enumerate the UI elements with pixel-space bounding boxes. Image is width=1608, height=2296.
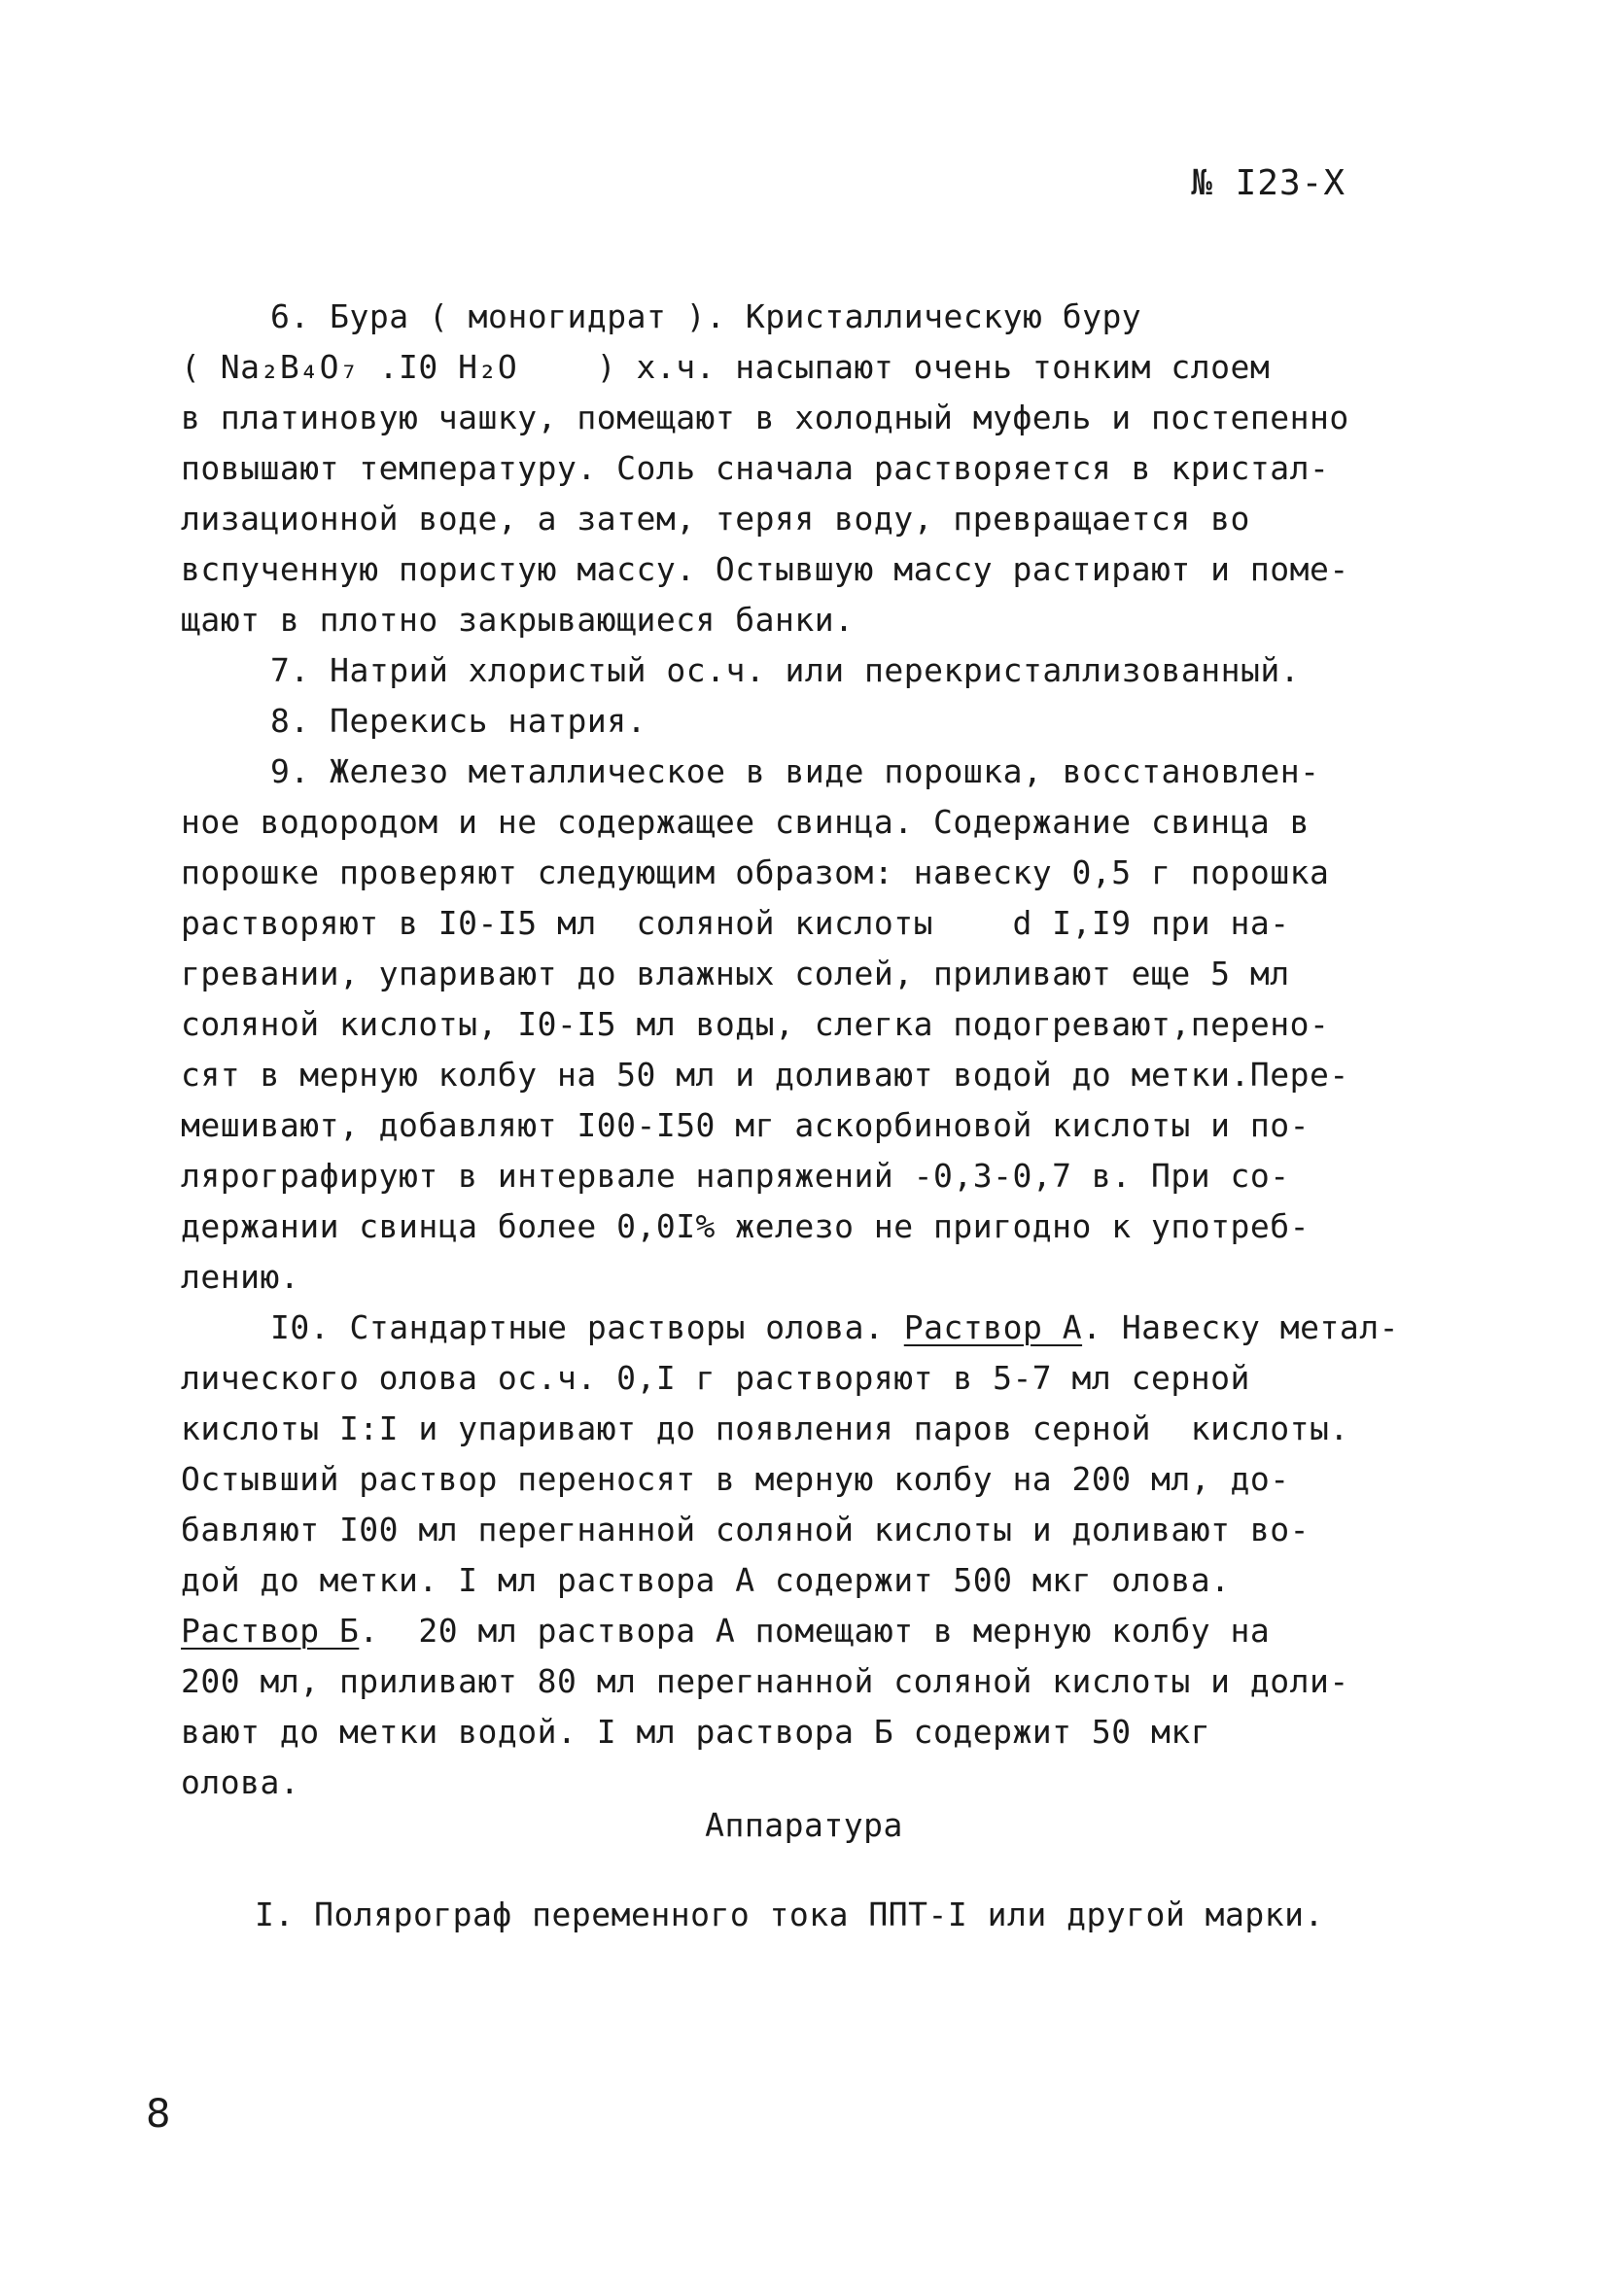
page-number: 8 [146, 2092, 171, 2137]
paragraph-6-formula-line [181, 342, 1435, 393]
paragraph-10-line: Остывший раствор переносят в мерную колбу на 200 мл, до- [181, 1460, 1290, 1498]
paragraph-6-line: лизационной воде, а затем, теряя воду, превращается во [181, 500, 1250, 538]
solution-a-label: Раствор А [903, 1308, 1083, 1346]
paragraph-6-line: вспученную пористую массу. Остывшую массу растирают и поме- [181, 550, 1349, 588]
paragraph-10-text: . Навеску метал- [1082, 1308, 1399, 1346]
solution-b-label: Раствор Б [181, 1612, 360, 1650]
paragraph-6-line: в платиновую чашку, помещают в холодный муфель и постепенно [181, 399, 1349, 436]
paragraph-9-line: лению. [181, 1258, 300, 1296]
paragraph-8: 8. Перекись натрия. [270, 702, 647, 740]
paragraph-10-line: лического олова ос.ч. 0,I г растворяют в 5-7 мл серной [181, 1359, 1250, 1397]
paragraph-9-line: лярографируют в интервале напряжений -0,3-0,7 в. При со- [181, 1157, 1290, 1195]
paragraph-10-line: дой до метки. I мл раствора А содержит 500 мкг олова. [181, 1561, 1231, 1599]
section-title: Аппаратура [705, 1806, 903, 1844]
paragraph-9-line: сят в мерную колбу на 50 мл и доливают водой до метки.Пере- [181, 1056, 1349, 1094]
paragraph-10-line: олова. [181, 1763, 300, 1801]
paragraph-9-line: соляной кислоты, I0-I5 мл воды, слегка подогревают,перено- [181, 1005, 1330, 1043]
paragraph-9-line: порошке проверяют следующим образом: навеску 0,5 г порошка [181, 853, 1330, 891]
paragraph-9-line: мешивают, добавляют I00-I50 мг аскорбиновой кислоты и по- [181, 1106, 1310, 1144]
paragraph-9-line: 9. Железо металлическое в виде порошка, восстановлен- [270, 752, 1320, 790]
paragraph-9-line: растворяют в I0-I5 мл соляной кислоты d I,I9 при на- [181, 904, 1290, 942]
paragraph-6-text: х.ч. насыпают очень тонким слоем [616, 348, 1271, 386]
paragraph-10-line [181, 1606, 1435, 1656]
chemical-formula: ( Na₂B₄O₇ .I0 H₂O ) [181, 348, 617, 386]
paragraph-9-line: ное водородом и не содержащее свинца. Содержание свинца в [181, 803, 1310, 841]
paragraph-9-line: держании свинца более 0,0I% железо не пригодно к употреб- [181, 1207, 1310, 1245]
body-text [181, 292, 1435, 1808]
paragraph-6-line: повышают температуру. Соль сначала растворяется в кристал- [181, 449, 1330, 487]
paragraph-10-line [181, 1303, 1435, 1353]
paragraph-10-line: вают до метки водой. I мл раствора Б содержит 50 мкг [181, 1713, 1211, 1751]
paragraph-10-line: бавляют I00 мл перегнанной соляной кислоты и доливают во- [181, 1511, 1310, 1548]
paragraph-6-line: щают в плотно закрывающиеся банки. [181, 601, 855, 639]
paragraph-10-text: I0. Стандартные растворы олова. [270, 1308, 904, 1346]
paragraph-7: 7. Натрий хлористый ос.ч. или перекристаллизованный. [270, 651, 1301, 689]
paragraph-6-line: 6. Бура ( моногидрат ). Кристаллическую буру [270, 297, 1142, 335]
document-number: № I23-X [1191, 163, 1346, 203]
paragraph-10-text: . 20 мл раствора А помещают в мерную колбу на [359, 1612, 1271, 1650]
paragraph-10-line: кислоты I:I и упаривают до появления паров серной кислоты. [181, 1409, 1349, 1447]
apparatus-item: I. Полярограф переменного тока ППТ-I или другой марки. [255, 1896, 1324, 1933]
paragraph-9-line: гревании, упаривают до влажных солей, приливают еще 5 мл [181, 955, 1290, 992]
paragraph-10-line: 200 мл, приливают 80 мл перегнанной соляной кислоты и доли- [181, 1662, 1349, 1700]
